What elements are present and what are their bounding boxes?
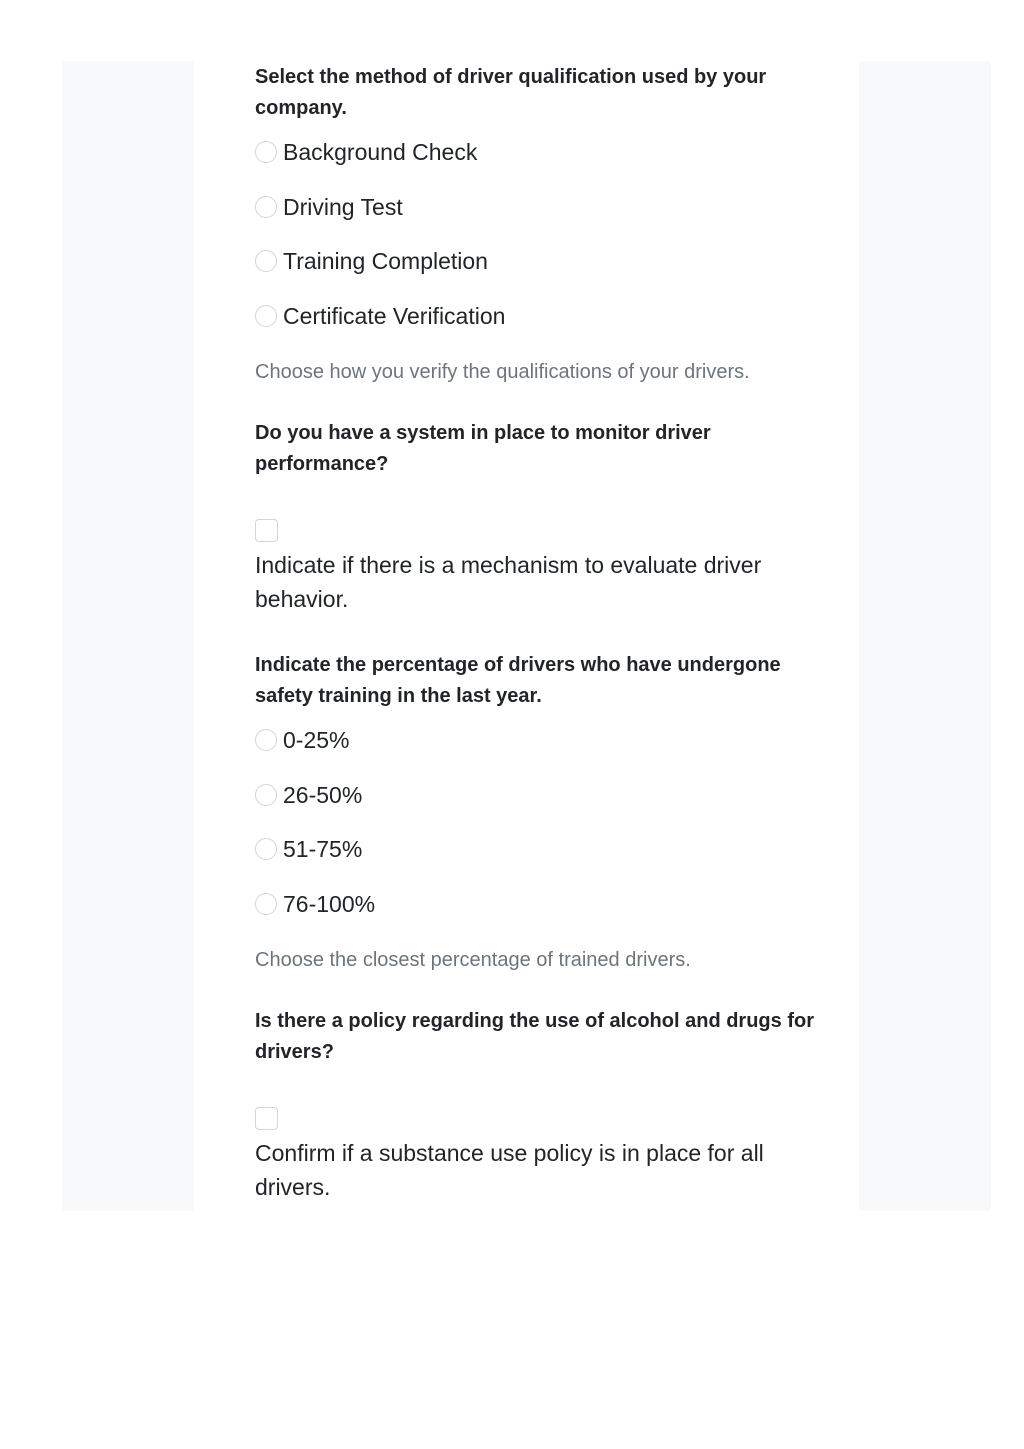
option-label: Certificate Verification — [283, 303, 506, 330]
radio-option-background-check[interactable] — [255, 137, 815, 167]
question-label: Select the method of driver qualification used by your company. — [255, 66, 767, 119]
radio-button[interactable] — [255, 141, 277, 163]
checkbox-description: Confirm if a substance use policy is in place for all drivers. — [255, 1140, 764, 1201]
radio-button[interactable] — [255, 893, 277, 915]
option-label: Training Completion — [283, 248, 488, 275]
checkbox-substance-policy[interactable] — [255, 1107, 278, 1130]
option-label: 26-50% — [283, 781, 363, 808]
option-label: 51-75% — [283, 836, 363, 863]
radio-option-76-100[interactable] — [255, 889, 815, 919]
radio-option-51-75[interactable] — [255, 834, 815, 864]
radio-button[interactable] — [255, 838, 277, 860]
radio-button[interactable] — [255, 305, 277, 327]
option-label: Background Check — [283, 139, 478, 165]
radio-option-certificate-verification[interactable] — [255, 301, 815, 331]
radio-option-training-completion[interactable] — [255, 246, 815, 276]
radio-button[interactable] — [255, 784, 277, 806]
help-text: Choose how you verify the qualifications of your drivers. — [255, 361, 750, 384]
option-label: Driving Test — [283, 193, 403, 220]
radio-option-26-50[interactable] — [255, 780, 815, 810]
question-qualification-method — [255, 61, 815, 386]
radio-group-qualification-method — [255, 137, 815, 331]
question-performance-monitoring — [255, 418, 815, 616]
question-label: Is there a policy regarding the use of alcohol and drugs for drivers? — [255, 1010, 814, 1064]
question-safety-training-percentage — [255, 650, 815, 974]
option-label: 0-25% — [283, 727, 350, 754]
form-body — [255, 61, 815, 1204]
form-panel — [194, 61, 859, 1211]
radio-button[interactable] — [255, 250, 277, 272]
help-text: Choose the closest percentage of trained drivers. — [255, 949, 691, 972]
option-label: 76-100% — [283, 891, 376, 918]
radio-option-driving-test[interactable] — [255, 192, 815, 222]
checkbox-performance-monitoring[interactable] — [255, 519, 278, 542]
checkbox-description: Indicate if there is a mechanism to evaluate driver behavior. — [255, 552, 762, 613]
question-label: Do you have a system in place to monitor driver performance? — [255, 422, 711, 476]
radio-option-0-25[interactable] — [255, 725, 815, 755]
question-substance-policy — [255, 1006, 815, 1204]
radio-button[interactable] — [255, 196, 277, 218]
radio-button[interactable] — [255, 729, 277, 751]
question-label: Indicate the percentage of drivers who have undergone safety training in the last year. — [255, 654, 781, 708]
radio-group-safety-training-percentage — [255, 725, 815, 919]
